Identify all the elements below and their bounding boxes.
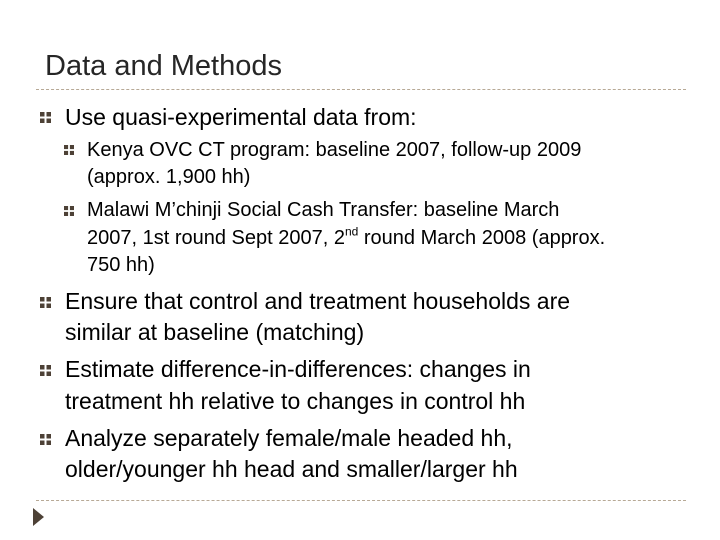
sub-bullet-2-line-3: 750 hh) [87, 254, 155, 276]
bullet-2-line-2: similar at baseline (matching) [65, 319, 365, 345]
bullet-4-line-1: Analyze separately female/male headed hh, [65, 425, 513, 451]
bullet-3-line-1: Estimate difference-in-differences: changes in [65, 356, 531, 382]
sub-bullet-2-line-2: 2007, 1st round Sept 2007, 2nd round March 2008 (approx. [87, 224, 606, 249]
slide-title: Data and Methods [45, 50, 282, 82]
sub-bullet-2-line-1: Malawi M’chinji Social Cash Transfer: baseline March [87, 199, 560, 221]
title-rule [36, 89, 686, 90]
bullet-3-line-2: treatment hh relative to changes in control hh [65, 388, 526, 414]
sub-bullet-1-line-2: (approx. 1,900 hh) [87, 166, 251, 188]
bullet-4-line-2: older/younger hh head and smaller/larger hh [65, 456, 518, 482]
square-bullet-icon [64, 206, 74, 216]
square-bullet-icon [40, 112, 51, 123]
square-bullet-icon [40, 297, 51, 308]
bullet-2-line-1: Ensure that control and treatment households are [65, 288, 571, 314]
square-bullet-icon [40, 365, 51, 376]
play-arrow-icon[interactable] [33, 508, 44, 526]
square-bullet-icon [40, 434, 51, 445]
sub-bullet-1-line-1: Kenya OVC CT program: baseline 2007, follow-up 2009 [87, 139, 582, 161]
footer-rule [36, 500, 686, 501]
bullet-1-text: Use quasi-experimental data from: [65, 104, 417, 130]
square-bullet-icon [64, 145, 74, 155]
